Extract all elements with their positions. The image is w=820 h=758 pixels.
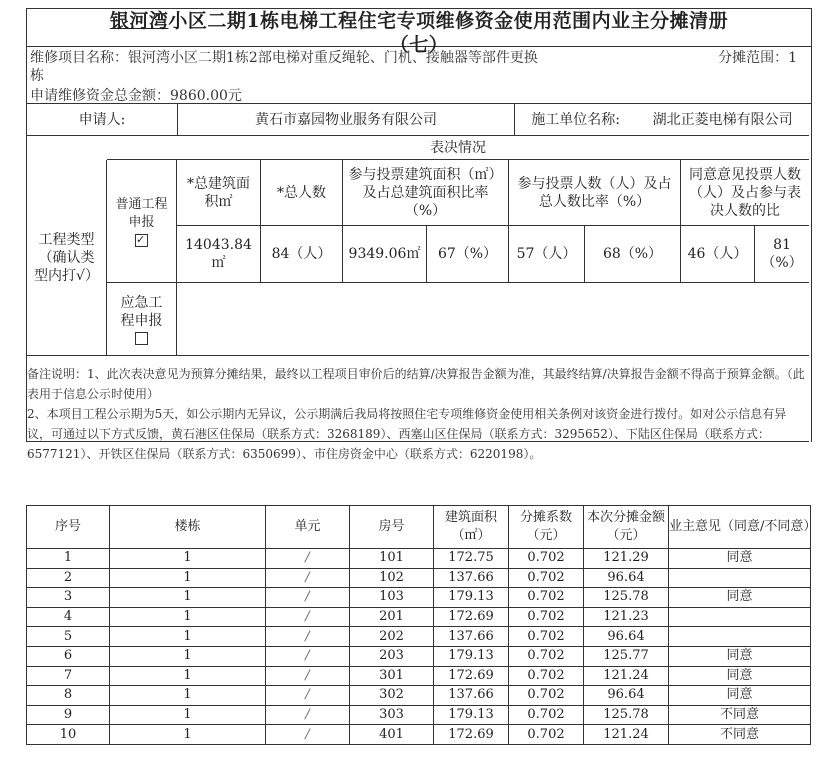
cell-amount: 125.78 bbox=[584, 588, 669, 608]
cell-amount: 125.78 bbox=[584, 705, 669, 725]
cell-area: 172.69 bbox=[434, 666, 509, 686]
cell-amount: 121.29 bbox=[584, 549, 669, 569]
cell-coef: 0.702 bbox=[509, 705, 584, 725]
cell-room: 103 bbox=[350, 588, 434, 608]
title-box bbox=[27, 9, 811, 56]
cell-building: 1 bbox=[110, 627, 266, 647]
contractor-value: 湖北正菱电梯有限公司 bbox=[652, 111, 793, 128]
value-total-people: 84（人） bbox=[261, 226, 343, 283]
project-meta bbox=[27, 47, 811, 104]
cell-building: 1 bbox=[110, 666, 266, 686]
cell-opinion: 同意 bbox=[669, 646, 811, 666]
cell-area: 179.13 bbox=[434, 705, 509, 725]
cell-building: 1 bbox=[110, 588, 266, 608]
cell-room: 401 bbox=[350, 725, 434, 745]
emergency-project-cell bbox=[107, 283, 177, 356]
cell-unit: / bbox=[266, 646, 350, 666]
total-value: 9860.00元 bbox=[170, 88, 242, 104]
cell-opinion bbox=[669, 607, 811, 627]
table-row bbox=[27, 686, 811, 706]
cell-building: 1 bbox=[110, 607, 266, 627]
cell-no: 10 bbox=[27, 725, 110, 745]
cell-opinion: 同意 bbox=[669, 666, 811, 686]
cell-building: 1 bbox=[110, 549, 266, 569]
cell-opinion: 同意 bbox=[669, 549, 811, 569]
cell-building: 1 bbox=[110, 646, 266, 666]
owner-allocation-table bbox=[26, 505, 817, 745]
normal-project-checkbox[interactable] bbox=[135, 234, 148, 247]
col-header-opinion: 业主意见（同意/不同意） bbox=[669, 506, 811, 549]
cell-amount: 121.23 bbox=[584, 607, 669, 627]
table-row bbox=[27, 549, 811, 569]
title-main: 小区二期1栋电梯工程住宅专项维修资金使用范围内业主分摊清册 bbox=[168, 10, 729, 32]
cell-unit: / bbox=[266, 607, 350, 627]
emergency-empty-cell bbox=[177, 283, 809, 356]
note-line-2: 2、本项目工程公示期为5天，如公示期内无异议，公示期满后我局将按照住宅专项维修资金使用相关条例对该资金进行拨付。如对公示信息有异议，可通过以下方式反馈，黄石港区住保局（联系方式：3268189）、西塞山区住保局（联系方式：3295652）、下陆区住保局（联系方式：6577121）、开铁区住保局（联系方式：6350699）、市住房资金中心（联系方式：6220198）。 bbox=[27, 407, 787, 461]
table-header-row bbox=[27, 506, 811, 549]
cell-unit: / bbox=[266, 627, 350, 647]
total-amount-line bbox=[30, 87, 242, 105]
col-header-unit: 单元 bbox=[266, 506, 350, 549]
value-vote-people-pct: 68（%） bbox=[585, 226, 681, 283]
contractor-label: 施工单位名称: bbox=[531, 111, 621, 128]
cell-coef: 0.702 bbox=[509, 666, 584, 686]
col-header-building: 楼栋 bbox=[110, 506, 266, 549]
table-row bbox=[27, 568, 811, 588]
applicant-value: 黄石市嘉园物业服务有限公司 bbox=[178, 104, 515, 136]
cell-amount: 121.24 bbox=[584, 666, 669, 686]
cell-opinion bbox=[669, 568, 811, 588]
cell-area: 179.13 bbox=[434, 646, 509, 666]
contractor bbox=[515, 104, 809, 136]
value-agree-people: 46（人） bbox=[681, 226, 755, 283]
cell-no: 8 bbox=[27, 686, 110, 706]
cell-unit: / bbox=[266, 588, 350, 608]
cell-no: 4 bbox=[27, 607, 110, 627]
table-row bbox=[27, 627, 811, 647]
applicant-label: 申请人: bbox=[27, 104, 178, 136]
cell-building: 1 bbox=[110, 686, 266, 706]
project-name: 银河湾小区二期1栋2部电梯对重反绳轮、门机、接触器等部件更换 bbox=[128, 50, 538, 66]
note-line-1: 备注说明：1、此次表决意见为预算分摊结果，最终以工程项目审价后的结算/决算报告金额为准，其最终结算/决算报告金额不得高于预算金额。（此表用于信息公示时使用） bbox=[27, 367, 805, 401]
cell-amount: 96.64 bbox=[584, 627, 669, 647]
cell-room: 203 bbox=[350, 646, 434, 666]
emergency-project-label: 应急工程申报 bbox=[120, 294, 163, 329]
table-row bbox=[27, 588, 811, 608]
cell-unit: / bbox=[266, 549, 350, 569]
col-header-coef: 分摊系数（元） bbox=[509, 506, 584, 549]
allocation-sheet bbox=[26, 8, 812, 461]
table-row bbox=[27, 666, 811, 686]
table-row bbox=[27, 705, 811, 725]
cell-room: 302 bbox=[350, 686, 434, 706]
cell-unit: / bbox=[266, 686, 350, 706]
cell-coef: 0.702 bbox=[509, 686, 584, 706]
header-agree: 同意意见投票人数（人）及占参与表决人数的比 bbox=[681, 160, 809, 226]
cell-building: 1 bbox=[110, 725, 266, 745]
cell-opinion: 同意 bbox=[669, 686, 811, 706]
emergency-project-checkbox[interactable] bbox=[135, 332, 148, 345]
cell-room: 202 bbox=[350, 627, 434, 647]
project-type-label: 工程类型（确认类型内打√） bbox=[27, 160, 107, 356]
cell-opinion bbox=[669, 627, 811, 647]
cell-unit: / bbox=[266, 725, 350, 745]
title-estate-name: 银河湾 bbox=[109, 10, 169, 32]
cell-no: 2 bbox=[27, 568, 110, 588]
cell-coef: 0.702 bbox=[509, 725, 584, 745]
cell-area: 172.75 bbox=[434, 549, 509, 569]
cell-room: 102 bbox=[350, 568, 434, 588]
cell-amount: 96.64 bbox=[584, 568, 669, 588]
cell-unit: / bbox=[266, 705, 350, 725]
cell-amount: 121.24 bbox=[584, 725, 669, 745]
allocation-range: 分摊范围：1 bbox=[718, 50, 797, 66]
normal-project-cell bbox=[107, 160, 177, 283]
project-label: 维修项目名称： bbox=[30, 50, 128, 66]
range-tail: 栋 bbox=[30, 68, 44, 84]
cell-coef: 0.702 bbox=[509, 588, 584, 608]
total-label: 申请维修资金总金额： bbox=[30, 88, 170, 104]
cell-area: 137.66 bbox=[434, 627, 509, 647]
cell-room: 301 bbox=[350, 666, 434, 686]
cell-amount: 96.64 bbox=[584, 686, 669, 706]
value-vote-area-pct: 67（%） bbox=[427, 226, 509, 283]
cell-opinion: 不同意 bbox=[669, 725, 811, 745]
cell-building: 1 bbox=[110, 705, 266, 725]
cell-coef: 0.702 bbox=[509, 549, 584, 569]
cell-area: 179.13 bbox=[434, 588, 509, 608]
normal-project-label: 普通工程申报 bbox=[115, 196, 168, 230]
col-header-area: 建筑面积（㎡） bbox=[434, 506, 509, 549]
cell-opinion: 不同意 bbox=[669, 705, 811, 725]
header-vote-area: 参与投票建筑面积（㎡）及占总建筑面积比率（%） bbox=[343, 160, 509, 226]
cell-unit: / bbox=[266, 568, 350, 588]
cell-no: 9 bbox=[27, 705, 110, 725]
cell-unit: / bbox=[266, 666, 350, 686]
table-row bbox=[27, 607, 811, 627]
value-vote-people: 57（人） bbox=[509, 226, 585, 283]
col-header-room: 房号 bbox=[350, 506, 434, 549]
value-total-area: 14043.84㎡ bbox=[177, 226, 261, 283]
header-total-area: *总建筑面积㎡ bbox=[177, 160, 261, 226]
cell-amount: 125.77 bbox=[584, 646, 669, 666]
table-row bbox=[27, 725, 811, 745]
cell-coef: 0.702 bbox=[509, 568, 584, 588]
title-part-number: （七） bbox=[389, 34, 449, 56]
cell-coef: 0.702 bbox=[509, 646, 584, 666]
header-total-people: *总人数 bbox=[261, 160, 343, 226]
cell-opinion: 同意 bbox=[669, 588, 811, 608]
cell-coef: 0.702 bbox=[509, 607, 584, 627]
value-agree-pct: 81（%） bbox=[755, 226, 809, 283]
cell-no: 1 bbox=[27, 549, 110, 569]
col-header-no: 序号 bbox=[27, 506, 110, 549]
cell-no: 6 bbox=[27, 646, 110, 666]
header-vote-people: 参与投票人数（人）及占总人数比率（%） bbox=[509, 160, 681, 226]
cell-area: 137.66 bbox=[434, 568, 509, 588]
project-name-line bbox=[30, 49, 680, 85]
cell-no: 5 bbox=[27, 627, 110, 647]
table-row bbox=[27, 646, 811, 666]
cell-area: 172.69 bbox=[434, 607, 509, 627]
voting-section-title: 表决情况 bbox=[107, 136, 809, 160]
cell-no: 7 bbox=[27, 666, 110, 686]
col-header-amount: 本次分摊金额（元） bbox=[584, 506, 669, 549]
cell-area: 172.69 bbox=[434, 725, 509, 745]
cell-room: 201 bbox=[350, 607, 434, 627]
cell-area: 137.66 bbox=[434, 686, 509, 706]
cell-no: 3 bbox=[27, 588, 110, 608]
notes bbox=[27, 356, 809, 461]
value-vote-area: 9349.06㎡ bbox=[343, 226, 427, 283]
cell-room: 303 bbox=[350, 705, 434, 725]
cell-coef: 0.702 bbox=[509, 627, 584, 647]
voting-grid bbox=[27, 104, 811, 461]
cell-room: 101 bbox=[350, 549, 434, 569]
cell-building: 1 bbox=[110, 568, 266, 588]
